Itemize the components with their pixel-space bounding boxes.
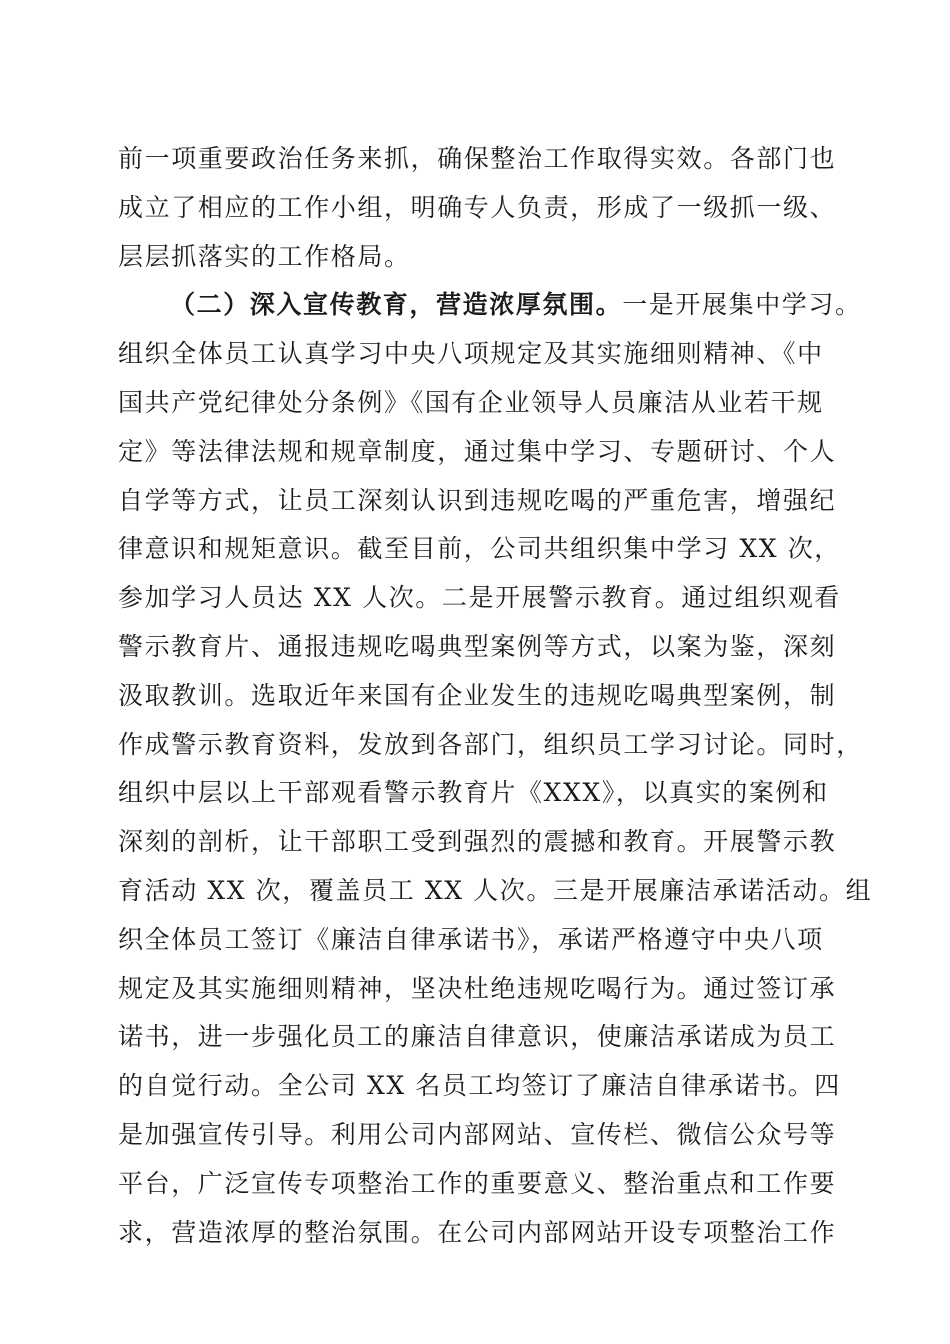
- section-heading: （二）深入宣传教育，营造浓厚氛围。: [170, 290, 623, 320]
- paragraph-2-line: 警示教育片、通报违规吃喝典型案例等方式，以案为鉴，深刻: [118, 631, 837, 661]
- document-body: [118, 135, 873, 1257]
- paragraph-1-line: 前一项重要政治任务来抓，确保整治工作取得实效。各部门也: [118, 144, 837, 173]
- paragraph-2-line: 组织全体员工认真学习中央八项规定及其实施细则精神、《中: [118, 339, 824, 369]
- paragraph-2-line: 作成警示教育资料，发放到各部门，组织员工学习讨论。同时，: [118, 729, 863, 759]
- paragraph-2-line: 律意识和规矩意识。截至目前，公司共组织集中学习 XX 次，: [118, 534, 841, 564]
- paragraph-2-line: 自学等方式，让员工深刻认识到违规吃喝的严重危害，增强纪: [118, 485, 837, 515]
- paragraph-2-line: 定》等法律法规和规章制度，通过集中学习、专题研讨、个人: [118, 436, 837, 466]
- paragraph-2-line: 深刻的剖析，让干部职工受到强烈的震撼和教育。开展警示教: [118, 827, 837, 857]
- paragraph-2-line: 织全体员工签订《廉洁自律承诺书》，承诺严格遵守中央八项: [118, 924, 824, 954]
- paragraph-2-line: 诺书，进一步强化员工的廉洁自律意识，使廉洁承诺成为员工: [118, 1022, 837, 1052]
- paragraph-2-line: 组织中层以上干部观看警示教育片《XXX》，以真实的案例和: [118, 778, 829, 808]
- paragraph-2-line: 育活动 XX 次，覆盖员工 XX 人次。三是开展廉洁承诺活动。组: [118, 875, 873, 905]
- paragraph-2-line: 规定及其实施细则精神，坚决杜绝违规吃喝行为。通过签订承: [118, 973, 837, 1003]
- paragraph-2-first-line-text: 一是开展集中学习。: [622, 290, 862, 320]
- paragraph-1-line: 层层抓落实的工作格局。: [118, 241, 411, 271]
- paragraph-2-first-line: [118, 281, 862, 330]
- paragraph-2-line: 汲取教训。选取近年来国有企业发生的违规吃喝典型案例，制: [118, 680, 837, 710]
- paragraph-1-line: 成立了相应的工作小组，明确专人负责，形成了一级抓一级、: [118, 192, 837, 222]
- paragraph-2-line: 参加学习人员达 XX 人次。二是开展警示教育。通过组织观看: [118, 583, 841, 613]
- paragraph-2-line: 求，营造浓厚的整治氛围。在公司内部网站开设专项整治工作: [118, 1217, 837, 1247]
- paragraph-2-line: 的自觉行动。全公司 XX 名员工均签订了廉洁自律承诺书。四: [118, 1071, 841, 1101]
- paragraph-2-line: 国共产党纪律处分条例》《国有企业领导人员廉洁从业若干规: [118, 387, 824, 417]
- paragraph-2-line: 是加强宣传引导。利用公司内部网站、宣传栏、微信公众号等: [118, 1119, 837, 1149]
- paragraph-2-line: 平台，广泛宣传专项整治工作的重要意义、整治重点和工作要: [118, 1168, 837, 1198]
